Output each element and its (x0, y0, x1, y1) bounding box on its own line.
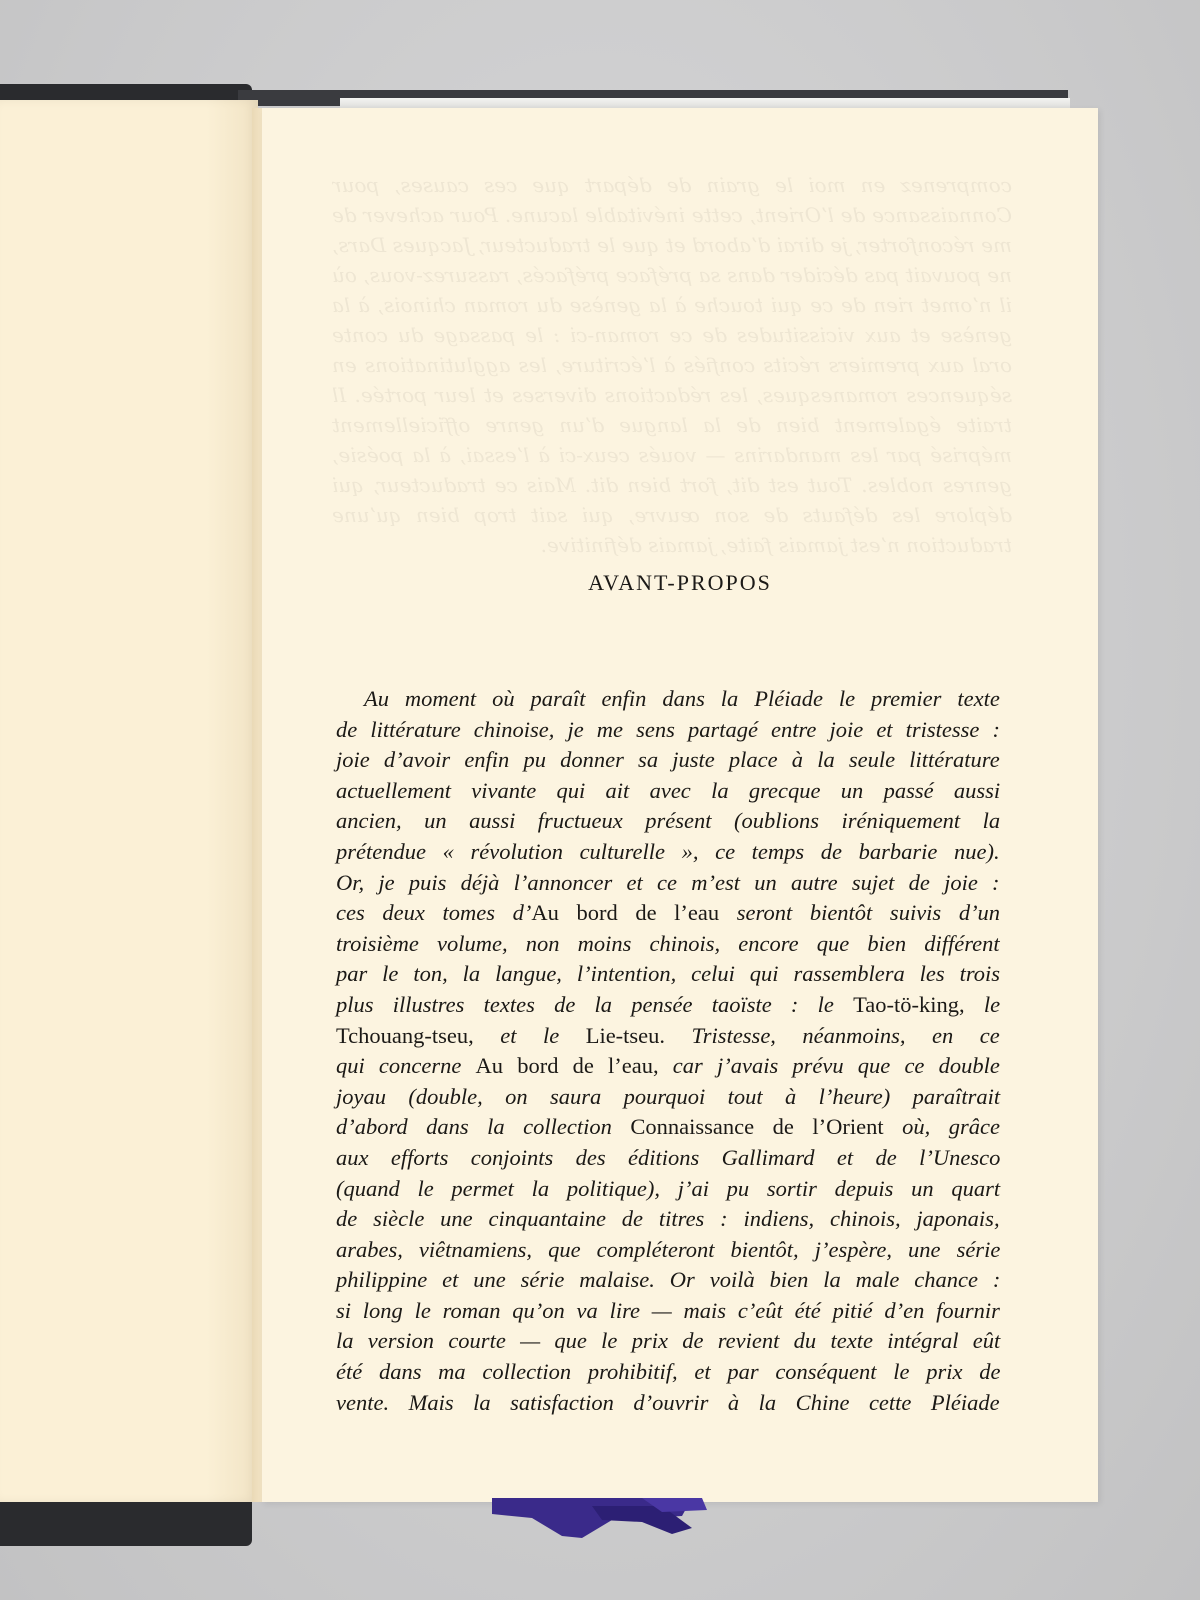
italic-text-run: troisième volume, non moins chinois, encore que bien différent (336, 930, 1000, 956)
italic-text-run: aux efforts conjoints des éditions Gallimard et de l’Unesco (336, 1144, 1001, 1170)
italic-text-run: plus illustres textes de la pensée taoïste : le (336, 991, 854, 1017)
text-line (336, 1296, 1000, 1327)
text-line (336, 1143, 1000, 1174)
text-line (336, 1235, 1000, 1266)
italic-text-run: Tristesse, néanmoins, en ce (665, 1022, 1000, 1048)
text-line (336, 990, 1000, 1021)
text-line (336, 806, 1000, 837)
italic-text-run: la version courte — que le prix de revient du texte intégral eût (336, 1328, 1001, 1354)
text-line (336, 929, 1000, 960)
text-line (336, 776, 1000, 807)
body-text (336, 684, 1000, 1418)
text-line (336, 1204, 1000, 1235)
text-line (336, 1265, 1000, 1296)
text-line (336, 1051, 1000, 1082)
roman-text-run: Lie-tseu. (585, 1022, 666, 1048)
italic-text-run: Au moment où paraît enfin dans la Pléiade le premier texte (364, 686, 1000, 711)
text-line (336, 1326, 1000, 1357)
text-line (336, 837, 1000, 868)
italic-text-run: si long le roman qu’on va lire — mais c’eût été pitié d’en fournir (336, 1297, 1000, 1323)
roman-text-run: Tao-tö-king, (853, 991, 965, 1017)
roman-text-run: Connaissance de l’Orient (630, 1114, 884, 1140)
italic-text-run: de siècle une cinquantaine de titres : indiens, chinois, japonais, (336, 1206, 1000, 1232)
roman-text-run: Au bord de l’eau, (475, 1053, 659, 1079)
italic-text-run: seront bientôt suivis d’un (719, 900, 1001, 926)
text-line (336, 1112, 1000, 1143)
italic-text-run: été dans ma collection prohibitif, et par conséquent le prix de (336, 1359, 1001, 1385)
italic-text-run: car j’avais prévu que ce double (658, 1053, 1000, 1079)
italic-text-run: (quand le permet la politique), j’ai pu sortir depuis un quart (336, 1175, 1001, 1201)
text-line (336, 868, 1000, 899)
italic-text-run: et le (473, 1022, 586, 1048)
text-line (336, 959, 1000, 990)
italic-text-run: joyau (double, on saura pourquoi tout à l’heure) paraîtrait (336, 1083, 1001, 1109)
italic-text-run: d’abord dans la collection (336, 1114, 631, 1140)
bleed-through-text: comprenez en moi le grain de départ que ces causes, pour Connaissance de l’Orient, cette inévitable lacune. Pour achever de me réconforter, je dirai d’abord et que le traducteur, Jacques Dars, ne pouvait pas décider dans sa préface préfacés, rassurez-vous, où il n’omet rien de ce qui touche à la genèse du roman chinois, à la genèse et aux vicissitudes de ce roman-ci : le passage du conte oral aux premiers récits confiés à l’écriture, les agglutinations en séquences romanesques, les rédactions diverses et leur portée. Il traite également bien de la langue d’un genre officiellement méprisé par les mandarins — voués ceux-ci à l’essai, à la poésie, genres nobles. Tout est dit, fort bien dit. Mais ce traducteur, qui déplore les défauts de son œuvre, qui sait trop bien qu’une traduction n’est jamais faite, jamais définitive. (332, 173, 1012, 557)
chapter-title: AVANT-PROPOS (588, 570, 772, 595)
italic-text-run: ces deux tomes d’ (336, 900, 532, 926)
text-line (336, 1021, 1000, 1052)
italic-text-run: le (964, 991, 1001, 1017)
italic-text-run: où, grâce (883, 1114, 1000, 1140)
text-line (336, 898, 1000, 929)
italic-text-run: prétendue « révolution culturelle », ce temps de barbarie nue). (336, 838, 1000, 864)
text-line (336, 1357, 1000, 1388)
italic-text-run: philippine et une série malaise. Or voilà bien la male chance : (336, 1267, 1001, 1293)
italic-text-run: ancien, un aussi fructueux présent (oublions iréniquement la (336, 808, 1001, 834)
italic-text-run: Or, je puis déjà l’annoncer et ce m’est un autre sujet de joie : (336, 869, 1000, 895)
left-page (0, 100, 258, 1502)
roman-text-run: Tchouang-tseu, (336, 1022, 474, 1048)
italic-text-run: arabes, viêtnamiens, que compléteront bientôt, j’espère, une série (336, 1236, 1001, 1262)
italic-text-run: joie d’avoir enfin pu donner sa juste place à la seule littérature (336, 747, 1000, 773)
text-line (336, 715, 1000, 746)
italic-text-run: qui concerne (336, 1053, 476, 1079)
italic-text-run: actuellement vivante qui ait avec la grecque un passé aussi (336, 777, 1001, 803)
italic-text-run: vente. Mais la satisfaction d’ouvrir à la Chine cette Pléiade (336, 1389, 1000, 1415)
italic-text-run: de littérature chinoise, je me sens partagé entre joie et tristesse : (336, 716, 1000, 742)
roman-text-run: Au bord de l’eau (531, 900, 720, 926)
text-line (336, 1388, 1000, 1419)
text-line (336, 1082, 1000, 1113)
ribbon-bookmark (492, 1498, 712, 1558)
text-line (336, 745, 1000, 776)
text-line (336, 684, 1000, 715)
italic-text-run: par le ton, la langue, l’intention, celui qui rassemblera les trois (336, 961, 1000, 987)
text-line (336, 1174, 1000, 1205)
